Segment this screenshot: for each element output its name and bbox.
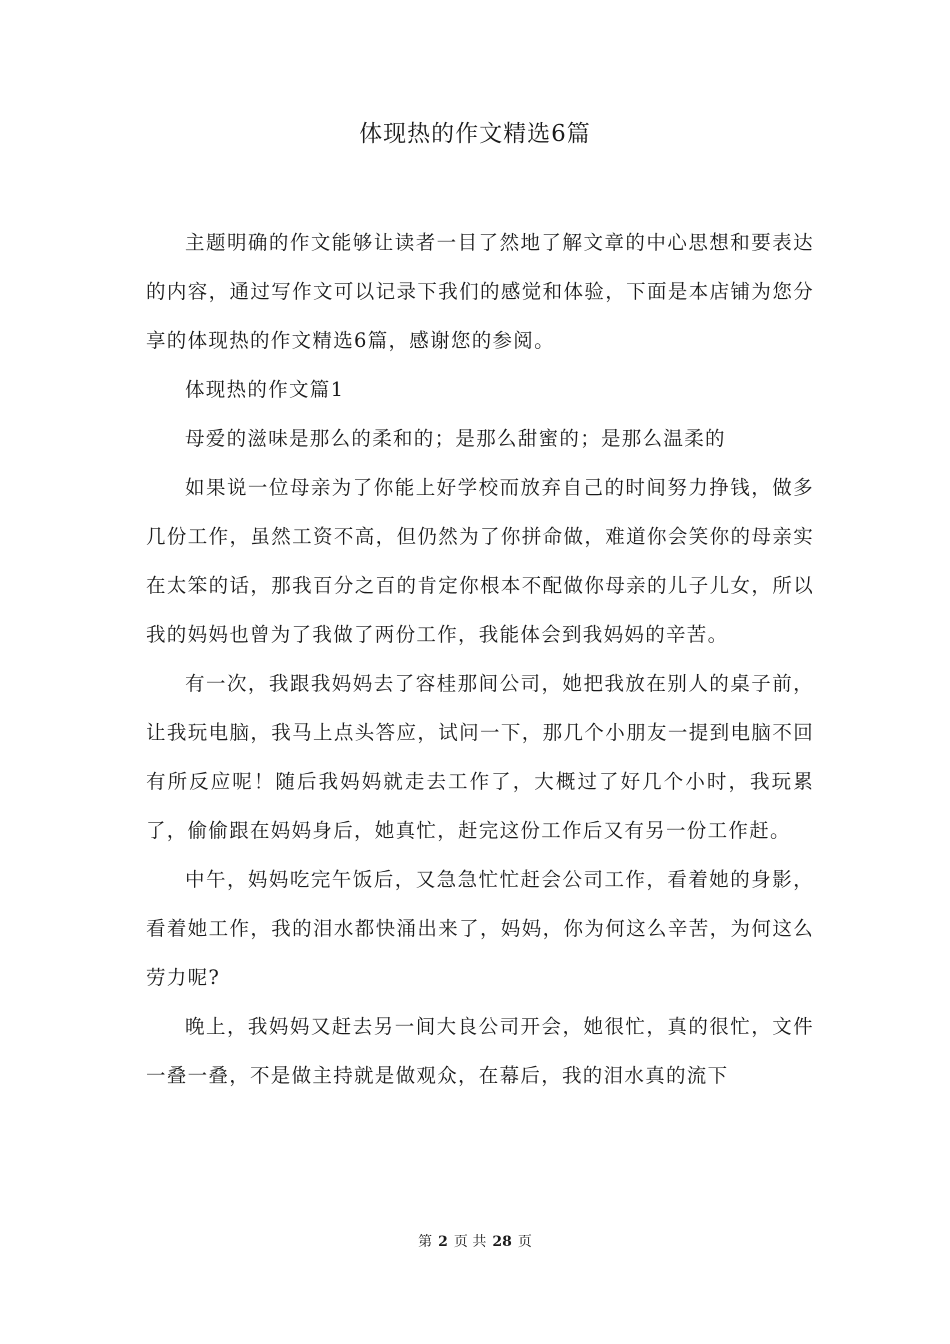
section-heading: 体现热的作文篇1 bbox=[185, 378, 345, 401]
footer-page-number: 2 bbox=[438, 1234, 448, 1250]
body-paragraph: 母爱的滋味是那么的柔和的；是那么甜蜜的；是那么温柔的 bbox=[185, 427, 726, 450]
intro-paragraph: 主题明确的作文能够让读者一目了然地了解文章的中心思想和要表达的内容，通过写作文可以记录下我们的感觉和体验，下面是本店铺为您分享的体现热的作文精选6篇，感谢您的参阅。 bbox=[146, 231, 814, 352]
footer-suffix: 页 bbox=[517, 1234, 532, 1250]
body-paragraph: 有一次，我跟我妈妈去了容桂那间公司，她把我放在别人的桌子前，让我玩电脑，我马上点头答应，试问一下，那几个小朋友一提到电脑不回有所反应呢！随后我妈妈就走去工作了，大概过了好几个小时，我玩累了，偷偷跟在妈妈身后，她真忙，赶完这份工作后又有另一份工作赶。 bbox=[146, 672, 814, 842]
footer-middle: 页 共 bbox=[453, 1234, 487, 1250]
body-paragraph: 中午，妈妈吃完午饭后，又急急忙忙赶会公司工作，看着她的身影，看着她工作，我的泪水都快涌出来了，妈妈，你为何这么辛苦，为何这么劳力呢? bbox=[146, 868, 814, 989]
body-paragraph: 晚上，我妈妈又赶去另一间大良公司开会，她很忙，真的很忙，文件一叠一叠，不是做主持就是做观众，在幕后，我的泪水真的流下 bbox=[146, 1015, 814, 1087]
document-body bbox=[146, 218, 814, 1100]
page-footer bbox=[0, 1232, 950, 1252]
footer-total-pages: 28 bbox=[492, 1234, 512, 1250]
body-paragraph: 如果说一位母亲为了你能上好学校而放弃自己的时间努力挣钱，做多几份工作，虽然工资不高，但仍然为了你拼命做，难道你会笑你的母亲实在太笨的话，那我百分之百的肯定你根本不配做你母亲的儿子儿女，所以我的妈妈也曾为了我做了两份工作，我能体会到我妈妈的辛苦。 bbox=[146, 476, 814, 646]
footer-prefix: 第 bbox=[418, 1234, 433, 1250]
document-title: 体现热的作文精选6篇 bbox=[359, 121, 591, 147]
